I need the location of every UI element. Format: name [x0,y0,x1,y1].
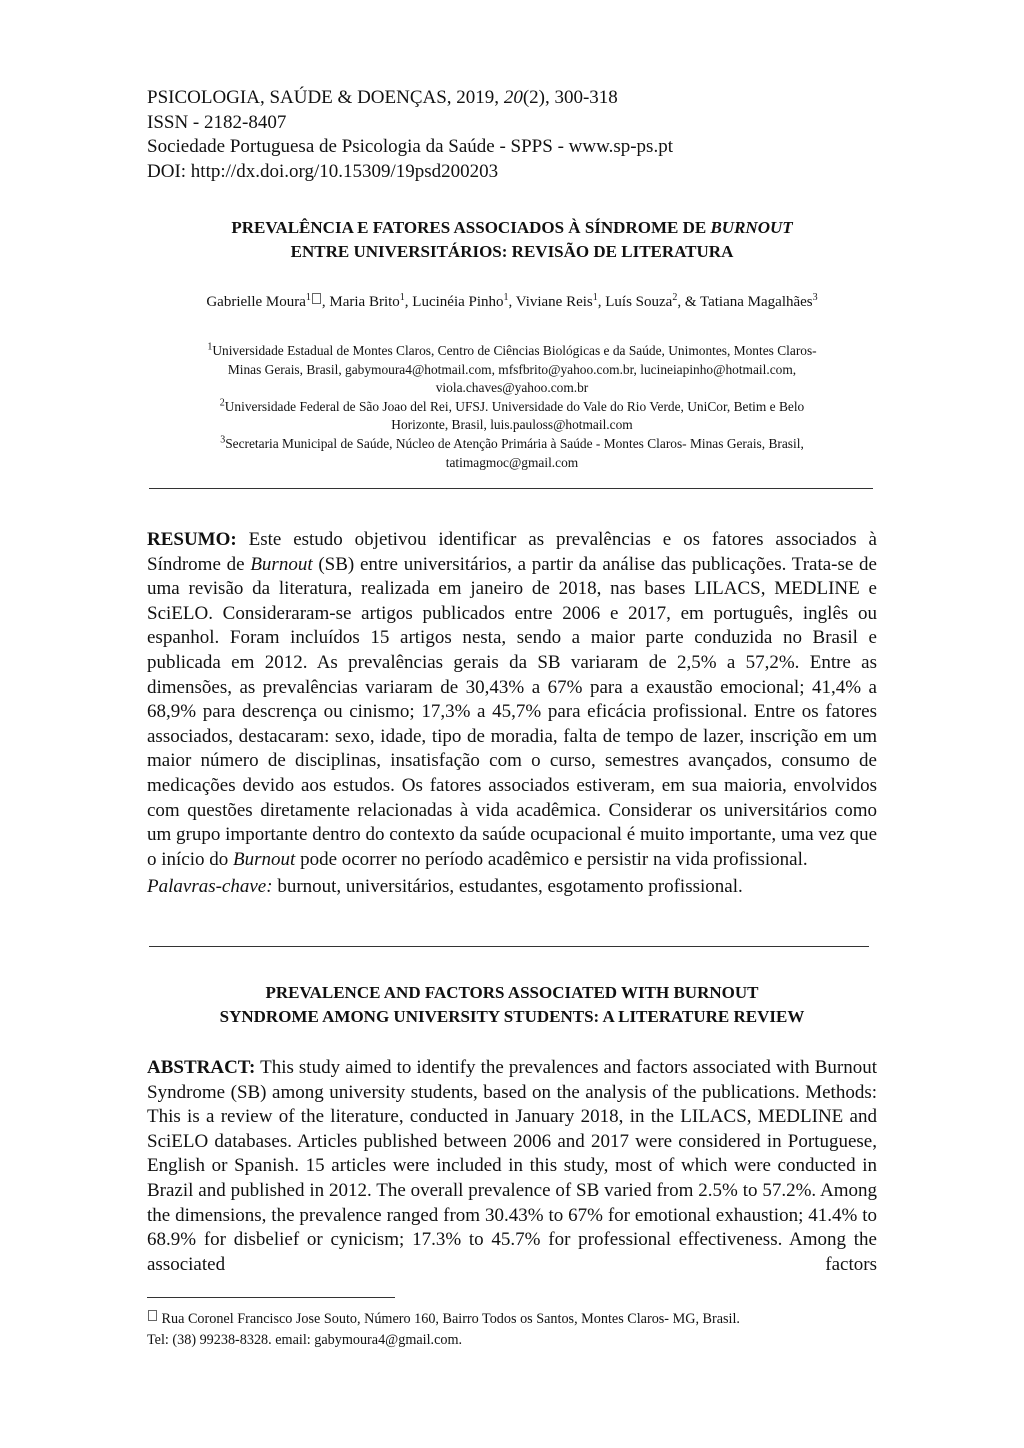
abstract-section: ABSTRACT: This study aimed to identify the prevalences and factors associated with Burnout Syndrome (SB) among university students, based on the analysis of the publications. Methods: This is a review of the literature, conducted in January 2018, in the LILACS, MEDLINE and SciELO databases. Articles published between 2006 and 2017 were considered in Portuguese, English or Spanish. 15 articles were included in this study, most of which were conducted in Brazil and published in 2012. The overall prevalence of SB varied from 2.5% to 57.2%. Among the dimensions, the prevalence ranged from 30.43% to 67% for emotional exhaustion; 41.4% to 68.9% for disbelief or cynicism; 17.3% to 45.7% for professional effectiveness. Among the associated factors [147,1057,877,1275]
journal-society: Sociedade Portuguesa de Psicologia da Saúde - SPPS - www.sp-ps.pt [147,136,673,157]
abstract-label: ABSTRACT: [147,1057,256,1078]
title-italic-term: BURNOUT [710,218,793,237]
separator-rule [149,488,873,489]
footnote-rule [147,1297,395,1298]
title-portuguese: PREVALÊNCIA E FATORES ASSOCIADOS À SÍNDROME DE BURNOUT ENTRE UNIVERSITÁRIOS: REVISÃO DE LITERATURA [231,218,793,261]
footnote-mark-icon [148,1310,157,1321]
journal-issn: ISSN - 2182-8407 [147,111,287,133]
journal-volume: 20 [503,87,523,108]
affiliations: $^1$Universidade Estadual de Montes Claros, Centro de Ciências Biológicas e da Saúde, Unimontes, Montes Claros- Minas Gerais, Brasil, gabymoura4@hotmail.com, mfsfbrito@yahoo.com.br, lucineiapinho@hotmail.com, viola.chaves@yahoo.com.br $^2$Universidade Federal de São Joao del Rei, UFSJ. Universidade do Vale do Rio Verde, UniCor, Betim e Belo Horizonte, Brasil, luis.pauloss@hotmail.com $^3$Secretaria Municipal de Saúde, Núcleo de Atenção Primária à Saúde - Montes Claros- Minas Gerais, Brasil, tatimagmoc@gmail.com [207,341,817,470]
author-affiliation-mark: 1 [305,292,311,303]
author: , & Tatiana Magalhães [677,294,813,310]
author: , Luís Souza [597,294,673,310]
author-affiliation-mark: 1 [503,292,509,303]
author-affiliation-mark: 2 [672,292,678,303]
keywords-label: Palavras-chave: [147,876,273,898]
author: , Lucinéia Pinho [404,294,504,310]
resumo-section: RESUMO: Este estudo objetivou identificar as prevalências e os fatores associados à Síndrome de Burnout (SB) entre universitários, a partir da análise das publicações. Trata-se de uma revisão da literatura, realizada em janeiro de 2018, nas bases LILACS, MEDLINE e SciELO. Consideraram-se artigos publicados entre 2006 e 2017, em português, inglês ou espanhol. Foram incluídos 15 artigos nesta, sendo a maior parte conduzida no Brasil e publicada em 2012. As prevalências gerais da SB variaram de 2,5% a 57,2%. Entre as dimensões, as prevalências variaram de 30,43% a 67% para a exaustão emocional; 41,4% a 68,9% para descrença ou cinismo; 17,3% a 45,7% para eficácia profissional. Entre os fatores associados, destacaram: sexo, idade, tipo de moradia, falta de tempo de lazer, inscrição em um maior número de disciplinas, insatisfação com o curso, semestres avançados, consumo de medicações devido aos estudos. Os fatores associados estiveram, em sua maioria, envolvidos com questões diretamente relacionadas à vida acadêmica. Considerar os universitários como um grupo importante dentro do contexto da saúde ocupacional é muito importante, uma vez que o início do Burnout pode ocorrer no período acadêmico e persistir na vida profissional. Palavras-chave: burnout, universitários, estudantes, esgotamento profissional. [147,528,877,900]
author-affiliation-mark: 3 [812,292,818,303]
footnote: Rua Coronel Francisco Jose Souto, Número 160, Bairro Todos os Santos, Montes Claros- MG, Brasil. Tel: (38) 99238-8328. email: gabymoura4@gmail.com. [147,1311,740,1348]
author: , Maria Brito [321,294,400,310]
corresponding-author-icon [312,293,321,304]
author-affiliation-mark: 1 [592,292,598,303]
author: , Viviane Reis [508,294,593,310]
author-affiliation-mark: 1 [399,292,405,303]
keywords: Palavras-chave: burnout, universitários, estudantes, esgotamento profissional. [147,876,743,898]
journal-citation: PSICOLOGIA, SAÚDE & DOENÇAS, 2019, 20(2), 300-318 [147,87,618,108]
journal-header [147,86,673,184]
title-english: PREVALENCE AND FACTORS ASSOCIATED WITH BURNOUT SYNDROME AMONG UNIVERSITY STUDENTS: A LITERATURE REVIEW [219,983,805,1026]
journal-doi: DOI: http://dx.doi.org/10.15309/19psd200203 [147,160,499,182]
author-list [147,292,877,312]
separator-rule [149,946,869,947]
author: Gabrielle Moura [206,294,306,310]
resumo-label: RESUMO: [147,529,237,550]
